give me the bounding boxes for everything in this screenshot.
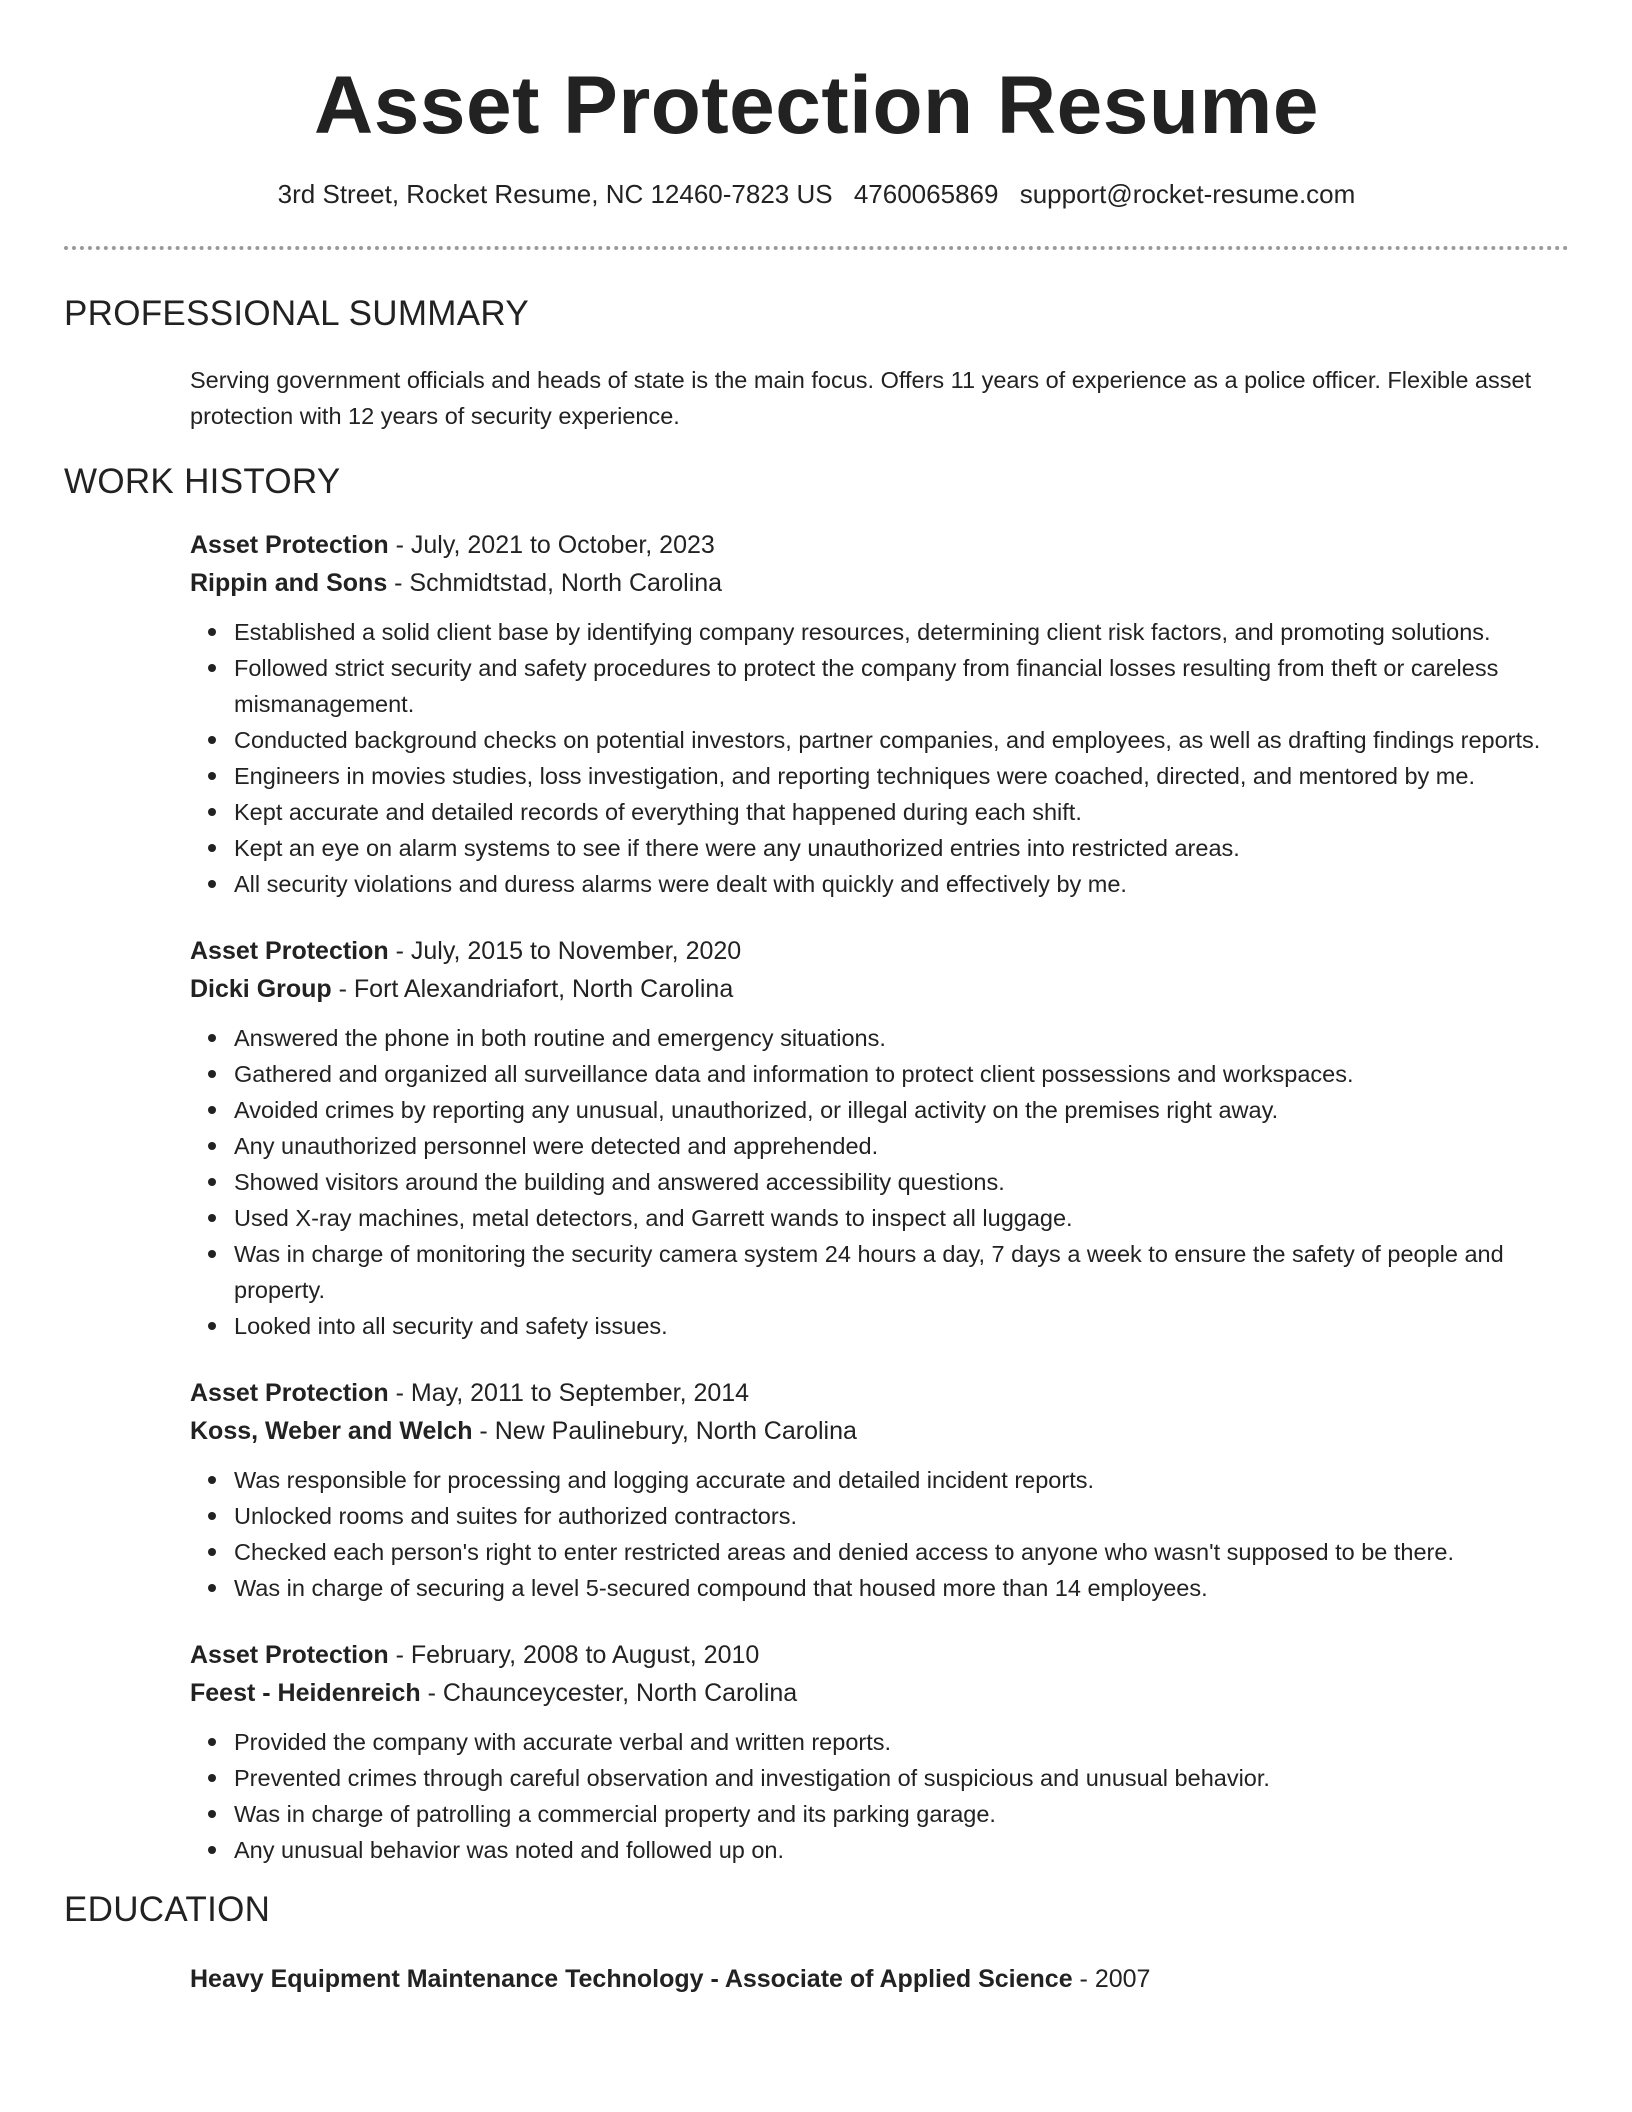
job-entry bbox=[190, 1636, 1569, 1868]
job-title-line bbox=[190, 1374, 1569, 1412]
job-title-line bbox=[190, 932, 1569, 970]
job-bullet: Any unusual behavior was noted and followed up on. bbox=[234, 1832, 1574, 1868]
job-bullet: Conducted background checks on potential investors, partner companies, and employees, as well as drafting findings reports. bbox=[234, 722, 1574, 758]
summary-text: Serving government officials and heads of state is the main focus. Offers 11 years of experience as a police officer. Flexible asset protection with 12 years of security experience. bbox=[190, 367, 1532, 429]
job-dates: - February, 2008 to August, 2010 bbox=[388, 1641, 760, 1669]
section-heading-summary: PROFESSIONAL SUMMARY bbox=[64, 294, 529, 333]
job-bullet: Was in charge of patrolling a commercial property and its parking garage. bbox=[234, 1796, 1574, 1832]
job-bullet: Looked into all security and safety issues. bbox=[234, 1308, 1574, 1344]
job-bullet: Was in charge of monitoring the security camera system 24 hours a day, 7 days a week to ensure the safety of people and property. bbox=[234, 1236, 1574, 1308]
job-company: Feest - Heidenreich bbox=[190, 1679, 421, 1707]
job-title: Asset Protection bbox=[190, 1379, 389, 1407]
job-bullet-list bbox=[190, 1020, 1569, 1344]
header-divider bbox=[64, 246, 1569, 250]
job-title-line bbox=[190, 1636, 1569, 1674]
contact-line bbox=[64, 176, 1569, 212]
job-bullet: Answered the phone in both routine and emergency situations. bbox=[234, 1020, 1574, 1056]
job-company-line bbox=[190, 564, 1569, 602]
job-location: - Schmidtstad, North Carolina bbox=[387, 569, 723, 597]
job-company-line bbox=[190, 970, 1569, 1008]
job-location: - Chaunceycester, North Carolina bbox=[420, 1679, 798, 1707]
job-company-line bbox=[190, 1412, 1569, 1450]
job-title-line bbox=[190, 526, 1569, 564]
job-title: Asset Protection bbox=[190, 1641, 389, 1669]
education-year: - 2007 bbox=[1072, 1965, 1151, 1993]
job-bullet: Avoided crimes by reporting any unusual, unauthorized, or illegal activity on the premises right away. bbox=[234, 1092, 1574, 1128]
job-dates: - July, 2021 to October, 2023 bbox=[388, 531, 715, 559]
job-bullet: Checked each person's right to enter restricted areas and denied access to anyone who wasn't supposed to be there. bbox=[234, 1534, 1574, 1570]
job-bullet: Followed strict security and safety procedures to protect the company from financial losses resulting from theft or careless mismanagement. bbox=[234, 650, 1574, 722]
contact-address: 3rd Street, Rocket Resume, NC 12460-7823 US bbox=[277, 179, 833, 209]
job-bullet: Prevented crimes through careful observation and investigation of suspicious and unusual behavior. bbox=[234, 1760, 1574, 1796]
job-title: Asset Protection bbox=[190, 531, 389, 559]
section-heading-education: EDUCATION bbox=[64, 1890, 271, 1929]
job-bullet: Used X-ray machines, metal detectors, and Garrett wands to inspect all luggage. bbox=[234, 1200, 1574, 1236]
contact-email: support@rocket-resume.com bbox=[1019, 179, 1356, 209]
job-bullet: Kept an eye on alarm systems to see if there were any unauthorized entries into restricted areas. bbox=[234, 830, 1574, 866]
job-entry bbox=[190, 932, 1569, 1344]
job-company: Dicki Group bbox=[190, 975, 332, 1003]
job-bullet: Engineers in movies studies, loss investigation, and reporting techniques were coached, directed, and mentored by me. bbox=[234, 758, 1574, 794]
job-title: Asset Protection bbox=[190, 937, 389, 965]
job-bullet: Was in charge of securing a level 5-secured compound that housed more than 14 employees. bbox=[234, 1570, 1574, 1606]
resume-title: Asset Protection Resume bbox=[314, 60, 1319, 151]
job-entry bbox=[190, 1374, 1569, 1606]
job-bullet: Gathered and organized all surveillance data and information to protect client possessions and workspaces. bbox=[234, 1056, 1574, 1092]
job-location: - Fort Alexandriafort, North Carolina bbox=[331, 975, 734, 1003]
section-heading-work-history: WORK HISTORY bbox=[64, 462, 341, 501]
job-bullet-list bbox=[190, 1724, 1569, 1868]
contact-phone: 4760065869 bbox=[853, 179, 999, 209]
job-bullet: Showed visitors around the building and answered accessibility questions. bbox=[234, 1164, 1574, 1200]
job-bullet: Was responsible for processing and logging accurate and detailed incident reports. bbox=[234, 1462, 1574, 1498]
resume-page bbox=[64, 0, 1569, 1998]
job-company: Koss, Weber and Welch bbox=[190, 1417, 473, 1445]
job-bullet: Kept accurate and detailed records of everything that happened during each shift. bbox=[234, 794, 1574, 830]
job-bullet: Any unauthorized personnel were detected and apprehended. bbox=[234, 1128, 1574, 1164]
job-bullet: All security violations and duress alarms were dealt with quickly and effectively by me. bbox=[234, 866, 1574, 902]
job-company-line bbox=[190, 1674, 1569, 1712]
job-bullet: Provided the company with accurate verbal and written reports. bbox=[234, 1724, 1574, 1760]
job-bullet: Unlocked rooms and suites for authorized contractors. bbox=[234, 1498, 1574, 1534]
job-bullet-list bbox=[190, 1462, 1569, 1606]
job-entry bbox=[190, 526, 1569, 902]
job-bullet: Established a solid client base by identifying company resources, determining client risk factors, and promoting solutions. bbox=[234, 614, 1574, 650]
education-entry bbox=[190, 1960, 1569, 1998]
job-dates: - May, 2011 to September, 2014 bbox=[388, 1379, 750, 1407]
job-company: Rippin and Sons bbox=[190, 569, 388, 597]
job-dates: - July, 2015 to November, 2020 bbox=[388, 937, 742, 965]
job-bullet-list bbox=[190, 614, 1569, 902]
education-degree: Heavy Equipment Maintenance Technology - Associate of Applied Science bbox=[190, 1965, 1073, 1993]
job-location: - New Paulinebury, North Carolina bbox=[472, 1417, 857, 1445]
